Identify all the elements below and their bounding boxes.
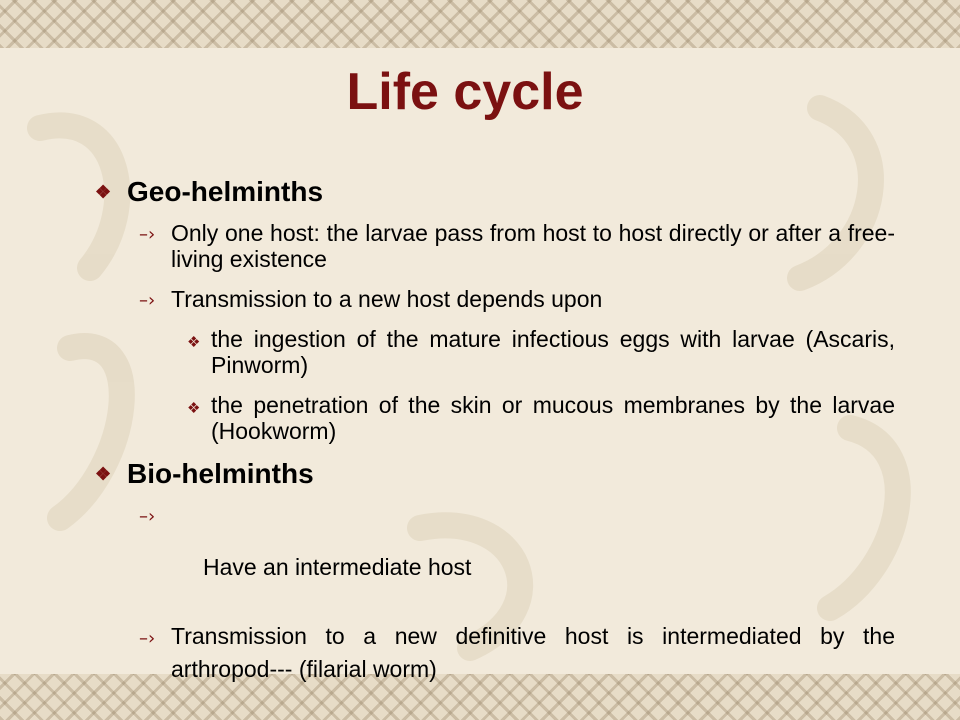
sub-bullet-text: the ingestion of the mature infectious eggs with larvae (Ascaris, Pinworm) [211,326,895,378]
slide-title: Life cycle [346,63,584,121]
bullet-text: Transmission to a new host depends upon [171,286,603,312]
bullet-item [139,620,895,686]
four-petal-diamond-icon: ❖ [95,464,112,484]
bullet-item [139,286,895,312]
four-petal-diamond-icon: ❖ [187,334,201,351]
four-petal-diamond-icon: ❖ [95,182,112,202]
bullet-text: Only one host: the larvae pass from host to host directly or after a free-living existence [171,220,895,272]
sub-bullet-item [187,326,895,378]
slide-content [95,176,895,700]
decorative-top-border [0,0,960,48]
dash-arrow-icon: –› [139,506,156,527]
section-geo-helminths [95,176,895,208]
bullet-item [139,220,895,272]
dash-arrow-icon: –› [139,628,156,649]
sub-bullet-text: the penetration of the skin or mucous membranes by the larvae (Hookworm) [211,392,895,444]
four-petal-diamond-icon: ❖ [187,400,201,417]
dash-arrow-icon: –› [139,290,156,311]
sub-bullet-item [187,392,895,444]
section-heading: Geo-helminths [127,176,324,207]
bullet-item [139,502,895,606]
bullet-text: Transmission to a new definitive host is intermediated by the arthropod--- (filarial worm) [171,623,895,682]
section-bio-helminths [95,458,895,490]
bullet-text: Have an intermediate host [196,554,472,580]
section-heading: Bio-helminths [127,458,314,489]
dash-arrow-icon: –› [139,224,156,245]
